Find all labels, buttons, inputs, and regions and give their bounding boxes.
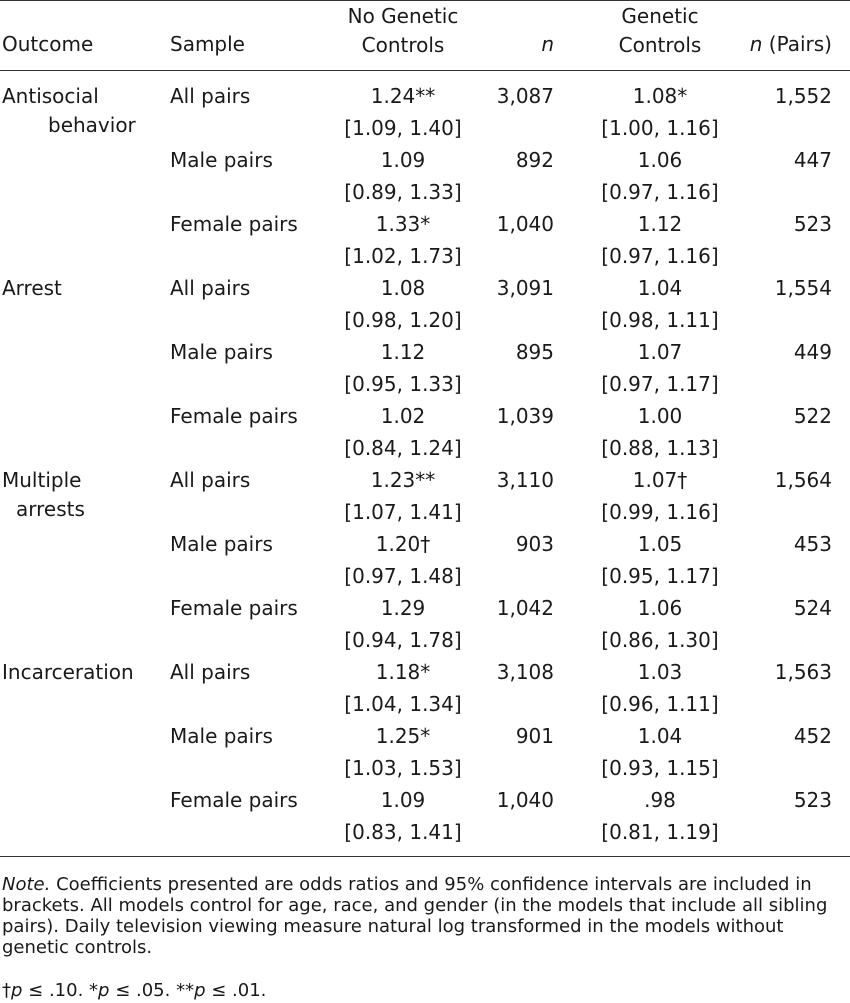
col-header-no-genetic-line2: Controls [361,33,445,57]
sample-label: All pairs [170,84,251,108]
genetic-ci: [0.96, 1.11] [601,692,719,716]
col-header-sample: Sample [170,32,245,56]
n-pairs-value: 522 [793,404,832,428]
sample-label: Female pairs [170,596,298,620]
n-pairs-value: 1,554 [774,276,832,300]
genetic-odds-ratio: 1.08* [632,84,688,108]
no-genetic-ci: [0.84, 1.24] [344,436,462,460]
n-value: 892 [515,148,554,172]
no-genetic-ci: [1.07, 1.41] [344,500,462,524]
outcome-label: Incarceration [2,660,134,684]
sample-label: Female pairs [170,788,298,812]
no-genetic-ci: [0.97, 1.48] [344,564,462,588]
no-genetic-odds-ratio: 1.20† [375,532,431,556]
outcome-label: behavior [48,113,136,137]
genetic-odds-ratio: 1.04 [637,724,683,748]
outcome-label: Multiple [2,468,82,492]
col-header-genetic-line1: Genetic [621,4,699,28]
genetic-ci: [0.99, 1.16] [601,500,719,524]
genetic-odds-ratio: 1.07† [632,468,688,492]
sample-label: Male pairs [170,724,273,748]
n-value: 3,108 [496,660,554,684]
genetic-odds-ratio: 1.06 [637,596,683,620]
n-value: 3,087 [496,84,554,108]
no-genetic-ci: [1.09, 1.40] [344,116,462,140]
no-genetic-odds-ratio: 1.18* [375,660,431,684]
n-pairs-value: 524 [793,596,832,620]
n-pairs-value: 523 [793,788,832,812]
note-label: Note. [2,874,51,895]
no-genetic-odds-ratio: 1.12 [380,340,426,364]
n-value: 1,039 [496,404,554,428]
genetic-odds-ratio: .98 [644,788,676,812]
sample-label: Female pairs [170,404,298,428]
table-header-rule [0,70,850,71]
sample-label: All pairs [170,276,251,300]
genetic-odds-ratio: 1.07 [637,340,683,364]
genetic-ci: [0.97, 1.16] [601,244,719,268]
col-header-n: n [541,32,554,56]
no-genetic-odds-ratio: 1.23** [370,468,436,492]
col-header-genetic-line2: Controls [618,33,702,57]
genetic-odds-ratio: 1.00 [637,404,683,428]
note-text: Coefficients presented are odds ratios and 95% confidence intervals are included in brackets. All models control for age, race, and gender (in the models that include all sibling pairs). Daily television viewing measure natural log transformed in the models without genetic controls. [2,874,828,958]
genetic-ci: [0.97, 1.16] [601,180,719,204]
col-header-n-pairs: n (Pairs) [749,32,832,56]
n-value: 1,042 [496,596,554,620]
genetic-ci: [0.95, 1.17] [601,564,719,588]
genetic-odds-ratio: 1.06 [637,148,683,172]
genetic-ci: [0.88, 1.13] [601,436,719,460]
genetic-odds-ratio: 1.04 [637,276,683,300]
n-pairs-value: 1,563 [774,660,832,684]
table-note [2,874,848,958]
outcome-label: Antisocial [2,84,99,108]
n-value: 3,091 [496,276,554,300]
n-pairs-value: 452 [793,724,832,748]
genetic-odds-ratio: 1.03 [637,660,683,684]
n-pairs-value: 1,564 [774,468,832,492]
table-top-rule [0,0,850,1]
no-genetic-odds-ratio: 1.24** [370,84,436,108]
genetic-ci: [0.93, 1.15] [601,756,719,780]
no-genetic-ci: [0.94, 1.78] [344,628,462,652]
no-genetic-ci: [0.95, 1.33] [344,372,462,396]
outcome-label: arrests [16,497,85,521]
table-bottom-rule [0,856,850,857]
no-genetic-odds-ratio: 1.25* [375,724,431,748]
no-genetic-odds-ratio: 1.09 [380,148,426,172]
n-pairs-value: 523 [793,212,832,236]
no-genetic-ci: [0.98, 1.20] [344,308,462,332]
col-header-no-genetic-line1: No Genetic [347,4,459,28]
sample-label: All pairs [170,660,251,684]
no-genetic-odds-ratio: 1.33* [375,212,431,236]
no-genetic-ci: [1.04, 1.34] [344,692,462,716]
genetic-ci: [0.98, 1.11] [601,308,719,332]
n-pairs-value: 447 [793,148,832,172]
outcome-label: Arrest [2,276,62,300]
no-genetic-odds-ratio: 1.29 [380,596,426,620]
sample-label: Male pairs [170,532,273,556]
n-value: 903 [515,532,554,556]
sample-label: All pairs [170,468,251,492]
no-genetic-odds-ratio: 1.09 [380,788,426,812]
no-genetic-odds-ratio: 1.02 [380,404,426,428]
no-genetic-ci: [0.89, 1.33] [344,180,462,204]
n-value: 895 [515,340,554,364]
genetic-odds-ratio: 1.12 [637,212,683,236]
genetic-ci: [0.97, 1.17] [601,372,719,396]
col-header-outcome: Outcome [2,32,94,56]
no-genetic-odds-ratio: 1.08 [380,276,426,300]
n-pairs-value: 453 [793,532,832,556]
genetic-ci: [0.86, 1.30] [601,628,719,652]
no-genetic-ci: [0.83, 1.41] [344,820,462,844]
n-value: 3,110 [496,468,554,492]
sample-label: Male pairs [170,340,273,364]
n-value: 1,040 [496,788,554,812]
significance-note: †p ≤ .10. *p ≤ .05. **p ≤ .01. [2,980,267,1001]
n-value: 1,040 [496,212,554,236]
no-genetic-ci: [1.03, 1.53] [344,756,462,780]
no-genetic-ci: [1.02, 1.73] [344,244,462,268]
sample-label: Female pairs [170,212,298,236]
n-pairs-value: 449 [793,340,832,364]
n-pairs-value: 1,552 [774,84,832,108]
genetic-odds-ratio: 1.05 [637,532,683,556]
genetic-ci: [1.00, 1.16] [601,116,719,140]
genetic-ci: [0.81, 1.19] [601,820,719,844]
sample-label: Male pairs [170,148,273,172]
n-value: 901 [515,724,554,748]
